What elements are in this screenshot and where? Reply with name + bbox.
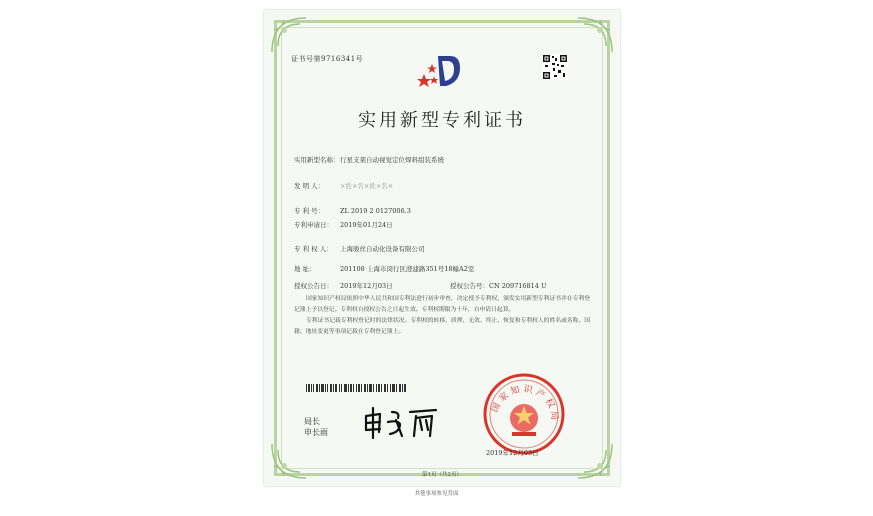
director-block	[304, 416, 328, 438]
utility-model-name-field	[294, 155, 444, 164]
corner-ornament-icon	[576, 16, 614, 54]
field-label: 专 利 号：	[294, 207, 325, 215]
patentee-field	[294, 244, 425, 253]
notice-paragraph: 专利证书记载专利权登记时的法律状况。专利权的转移、质押、无效、终止、恢复和专利权人的姓名或名称、国籍、地址变更等事项记载在专利登记簿上。	[294, 318, 591, 335]
field-value: 行星支架自动视觉定位焊料组装系统	[340, 156, 444, 164]
patent-office-logo-icon	[416, 52, 462, 90]
grant-date-field	[294, 281, 393, 290]
address-field	[294, 264, 474, 273]
field-value: 2019年12月03日	[340, 282, 393, 290]
qr-code-icon	[542, 54, 568, 80]
field-label: 发 明 人：	[294, 182, 325, 190]
certificate-number: 证书号第9716341号	[291, 55, 364, 63]
field-value: ×姓×名×姓×名×	[340, 182, 394, 190]
field-label: 授权公告日：	[294, 282, 333, 290]
notice-text	[294, 294, 594, 338]
seal-text: 国家知识产权局	[490, 384, 560, 424]
signature-image	[360, 402, 444, 442]
official-seal	[482, 372, 566, 456]
barcode-icon	[306, 384, 406, 392]
notice-paragraph: 国家知识产权局依照中华人民共和国专利法进行初步审查，决定授予专利权，颁发实用新型专利证书并在专利登记簿上予以登记。专利权自授权公告之日起生效。专利权期限为十年，自申请日起算。	[294, 296, 591, 313]
director-title: 局长	[304, 417, 320, 426]
field-label: 实用新型名称：	[294, 156, 340, 164]
inventor-field	[294, 181, 393, 190]
application-date-field	[294, 220, 393, 229]
corner-ornament-icon	[270, 16, 308, 54]
page-number: 第1页（共2页）	[422, 472, 462, 478]
field-label: 地 址：	[294, 265, 316, 273]
field-label: 专 利 权 人：	[294, 245, 333, 253]
certificate-title: 实用新型专利证书	[358, 110, 526, 131]
field-value: 201108 上海市闵行区澄建路351号18幢A2室	[340, 265, 475, 273]
footer-note: 其他事项参见背面	[414, 491, 459, 497]
field-value: 2019年01月24日	[340, 221, 393, 229]
seal-date: 2019年12月03日	[486, 449, 539, 457]
publication-number: 授权公告号：CN 209716814 U	[450, 282, 547, 290]
field-value: 上海骏丝自动化设备有限公司	[340, 245, 425, 253]
director-name: 申长雨	[304, 428, 328, 437]
field-label: 专利申请日：	[294, 221, 333, 229]
field-value: ZL 2019 2 0127006.3	[340, 207, 411, 215]
patent-number-field	[294, 206, 411, 215]
certificate-page	[264, 10, 620, 486]
